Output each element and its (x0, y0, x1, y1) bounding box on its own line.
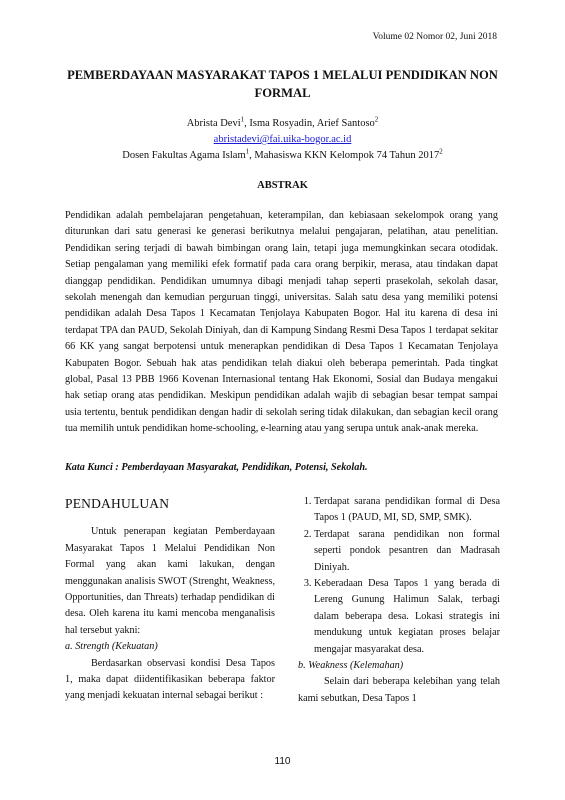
author-affiliation (60, 148, 505, 164)
affiliation-a: Dosen Fakultas Agama Islam (122, 150, 246, 161)
strength-heading: a. Strength (Kekuatan) (65, 641, 158, 653)
intro-paragraph: Untuk penerapan kegiatan Pemberdayaan Masyarakat Tapos 1 Melalui Pendidikan Non Formal yang akan kami lakukan, dengan menggunakan analisis SWOT (Strenght, Weakness, Opportunities, dan Threats) terhadap pendidikan di desa. Oleh karena itu kami mencoba menganalisis hal tersebut yakni: (65, 526, 275, 636)
section-heading: PENDAHULUAN (65, 496, 170, 511)
paper-title: PEMBERDAYAAN MASYARAKAT TAPOS 1 MELALUI PENDIDIKAN NON FORMAL (67, 68, 498, 100)
author-others-sup: 2 (374, 115, 379, 124)
affiliation-b-sup: 2 (439, 147, 443, 156)
strength-list (298, 494, 500, 658)
affiliation-b: , Mahasiswa KKN Kelompok 74 Tahun 2017 (249, 150, 440, 161)
strength-paragraph: Berdasarkan observasi kondisi Desa Tapos 1, maka dapat diidentifikasikan beberapa faktor yang menjadi kekuatan internal sebagai berikut : (65, 657, 275, 702)
affiliation-a-sup: 1 (245, 147, 250, 156)
abstract-body: Pendidikan adalah pembelajaran pengetahuan, keterampilan, dan kebiasaan sekelompok orang yang diturunkan dari satu generasi ke generasi berikutnya melalui pengajaran, pelatihan, atau penelitian. Pendidikan sering terjadi di bawah bimbingan orang lain, tetapi juga memungkinkan secara otodidak. Setiap pengalaman yang memiliki efek formatif pada cara orang berpikir, merasa, atau tindakan dapat dianggap pendidikan. Pendidikan umumnya dibagi menjadi tahap seperti prasekolah, sekolah dasar, sekolah menengah dan kemudian perguruan tinggi, universitas. Salah satu desa yang memiliki potensi pendidikan adalah Desa Tapos 1 Kecamatan Tenjolaya Kabupaten Bogor. Hal itu karena di desa ini terdapat TPA dan PAUD, Sekolah Diniyah, dan di Kampung Sindang Resmi Desa Tapos 1 terdapat sekitar 66 KK yang sangat berpotensi untuk menerapkan pendidikan di Desa Tapos 1 Kecamatan Tenjolaya Kabupaten Bogor. Sebuah hak atas pendidikan telah diakui oleh beberapa pemerintah. Pada tingkat global, Pasal 13 PBB 1966 Kovenan Internasional tentang Hak Ekonomi, Sosial dan Budaya mengakui hak setiap orang atas pendidikan. Meskipun pendidikan adalah wajib di sebagian besar tempat sampai usia tertentu, bentuk pendidikan dengan hadir di sekolah sering tidak dilakukan, dan sebagian kecil orang tua memilih untuk pendidikan home-schooling, e-learning atau yang serupa untuk anak-anak mereka. (65, 210, 498, 435)
right-column (298, 494, 500, 707)
page-number: 110 (274, 756, 291, 767)
author-others: , Isma Rosyadin, Arief Santoso (244, 118, 375, 129)
weakness-paragraph: Selain dari beberapa kelebihan yang telah kami sebutkan, Desa Tapos 1 (298, 676, 500, 704)
author-block (60, 116, 505, 164)
left-column (65, 496, 275, 705)
keywords: Kata Kunci : Pemberdayaan Masyarakat, Pendidikan, Potensi, Sekolah. (65, 462, 368, 473)
author-first-sup: 1 (240, 115, 245, 124)
list-item: 1. Terdapat sarana pendidikan formal di Desa Tapos 1 (PAUD, MI, SD, SMP, SMK). (314, 494, 500, 527)
author-email-link[interactable]: abristadevi@fai.uika-bogor.ac.id (213, 134, 352, 145)
list-item: 2. Terdapat sarana pendidikan non formal seperti pondok pesantren dan Madrasah Diniyah. (314, 527, 500, 576)
abstract-heading: ABSTRAK (257, 180, 308, 191)
author-names (60, 116, 505, 132)
weakness-heading: b. Weakness (Kelemahan) (298, 660, 404, 672)
author-first: Abrista Devi (186, 118, 241, 129)
list-item: 3. Keberadaan Desa Tapos 1 yang berada di Lereng Gunung Halimun Salak, terbagi dalam beberapa desa. Lokasi strategis ini mendukung untuk kegiatan proses belajar mengajar masyarakat desa. (314, 576, 500, 658)
journal-info: Volume 02 Nomor 02, Juni 2018 (372, 32, 497, 42)
